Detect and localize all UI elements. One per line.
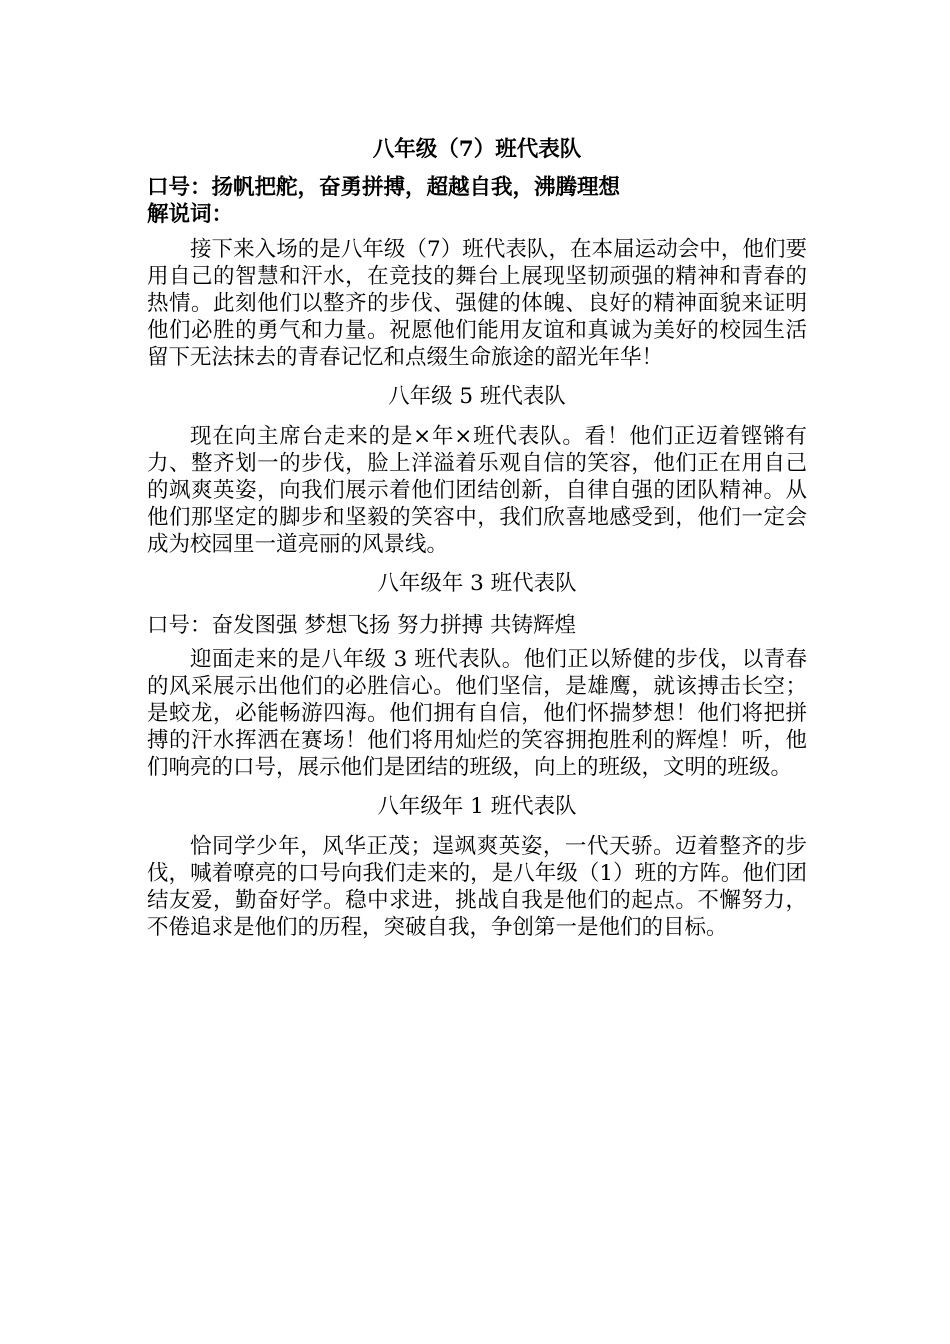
class7-commentary: 接下来入场的是八年级（7）班代表队，在本届运动会中，他们要用自己的智慧和汗水，在竞技的舞台上展现坚韧顽强的精神和青春的热情。此刻他们以整齐的步伐、强健的体魄、良好的精神面貌来证明他们必胜的勇气和力量。祝愿他们能用友谊和真诚为美好的校园生活留下无法抹去的青春记忆和点缀生命旅途的韶光年华！ xyxy=(147,237,807,370)
class3-title: 八年级年 3 班代表队 xyxy=(377,571,577,596)
class5-commentary: 现在向主席台走来的是×年×班代表队。看！他们正迈着铿锵有力、整齐划一的步伐，脸上洋溢着乐观自信的笑容，他们正在用自己的飒爽英姿，向我们展示着他们团结创新，自律自强的团队精神。从他们那坚定的脚步和坚毅的笑容中，我们欣喜地感受到，他们一定会成为校园里一道亮丽的风景线。 xyxy=(147,424,807,557)
class3-commentary: 迎面走来的是八年级 3 班代表队。他们正以矫健的步伐，以青春的风采展示出他们的必胜信心。他们坚信，是雄鹰，就该搏击长空；是蛟龙，必能畅游四海。他们拥有自信，他们怀揣梦想！他们将把拼搏的汗水挥洒在赛场！他们将用灿烂的笑容拥抱胜利的辉煌！听，他们响亮的口号，展示他们是团结的班级，向上的班级，文明的班级。 xyxy=(147,647,807,780)
document-page xyxy=(147,134,807,941)
document-heading: 八年级（7）班代表队 xyxy=(372,137,582,162)
class5-title: 八年级 5 班代表队 xyxy=(388,384,566,409)
class1-title: 八年级年 1 班代表队 xyxy=(377,794,577,819)
commentary-label: 解说词： xyxy=(147,202,234,227)
class3-slogan: 口号：奋发图强 梦想飞扬 努力拼搏 共铸辉煌 xyxy=(147,613,577,638)
class1-commentary: 恰同学少年，风华正茂；逞飒爽英姿，一代天骄。迈着整齐的步伐，喊着嘹亮的口号向我们走来的，是八年级（1）班的方阵。他们团结友爱，勤奋好学。稳中求进，挑战自我是他们的起点。不懈努力，不倦追求是他们的历程，突破自我，争创第一是他们的目标。 xyxy=(147,834,807,940)
class7-slogan: 口号：扬帆把舵，奋勇拼搏，超越自我，沸腾理想 xyxy=(147,175,621,200)
